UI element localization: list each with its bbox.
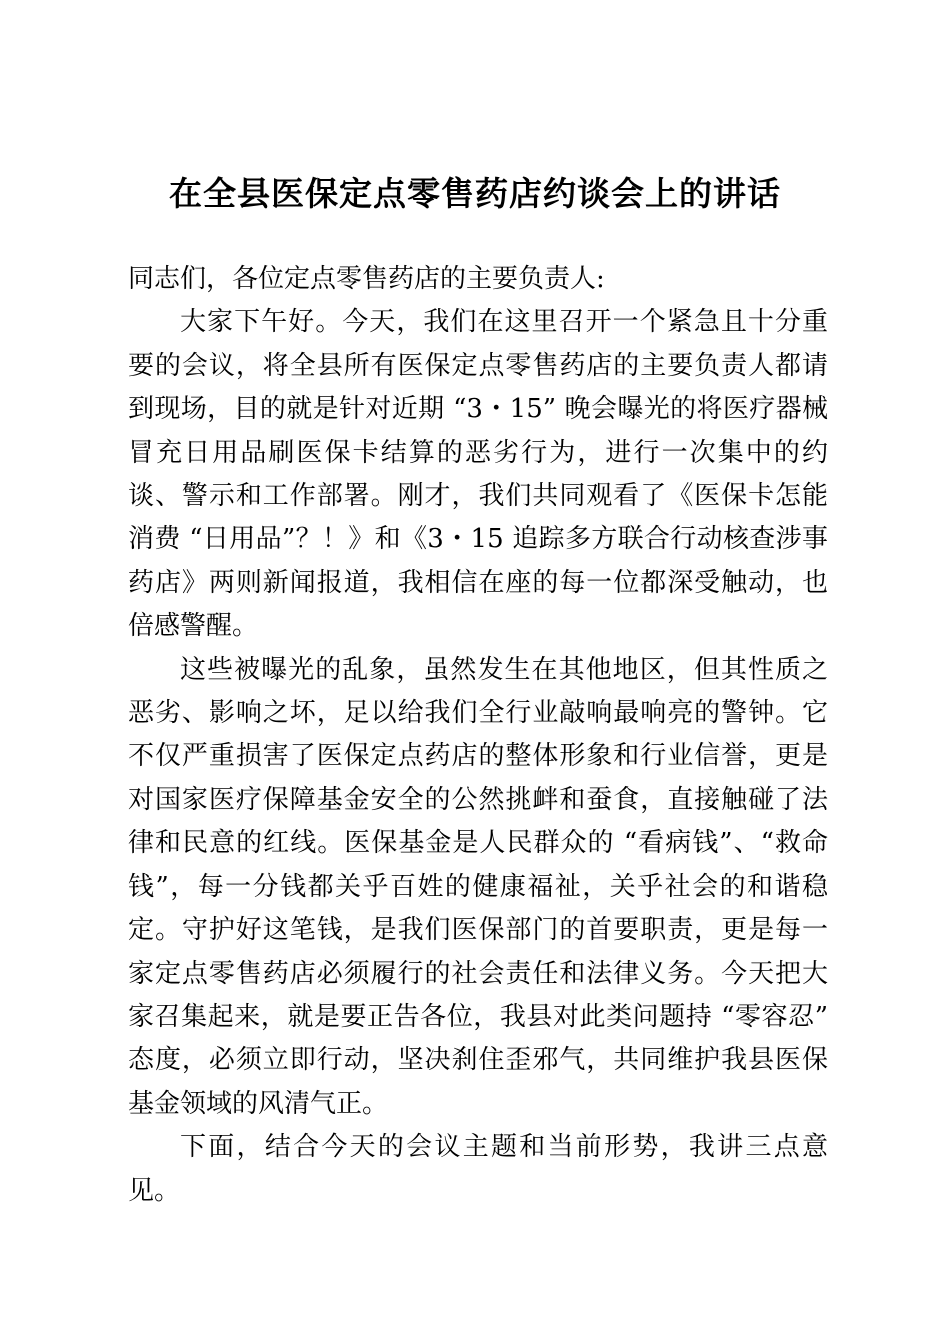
- salutation: 同志们，各位定点零售药店的主要负责人:: [128, 264, 605, 294]
- document-body: [128, 258, 828, 1213]
- paragraph-opening: 大家下午好。今天，我们在这里召开一个紧急且十分重要的会议，将全县所有医保定点零售药店的主要负责人都请到现场，目的就是针对近期 “3・15” 晚会曝光的将医疗器械冒充日用品刷医保卡结算的恶劣行为，进行一次集中的约谈、警示和工作部署。刚才，我们共同观看了《医保卡怎能消费 “日用品”？！》和《3・15 追踪多方联合行动核查涉事药店》两则新闻报道，我相信在座的每一位都深受触动，也倍感警醒。: [128, 307, 828, 642]
- paragraph-warning: 这些被曝光的乱象，虽然发生在其他地区，但其性质之恶劣、影响之坏，足以给我们全行业敲响最响亮的警钟。它不仅严重损害了医保定点药店的整体形象和行业信誉，更是对国家医疗保障基金安全的公然挑衅和蚕食，直接触碰了法律和民意的红线。医保基金是人民群众的 “看病钱”、“救命钱”，每一分钱都关乎百姓的健康福祉，关乎社会的和谐稳定。守护好这笔钱，是我们医保部门的首要职责，更是每一家定点零售药店必须履行的社会责任和法律义务。今天把大家召集起来，就是要正告各位，我县对此类问题持 “零容忍” 态度，必须立即行动，坚决刹住歪邪气，共同维护我县医保基金领域的风清气正。: [128, 654, 828, 1119]
- paragraph-transition: 下面，结合今天的会议主题和当前形势，我讲三点意见。: [128, 1132, 828, 1206]
- document-title: 在全县医保定点零售药店约谈会上的讲话: [169, 174, 781, 213]
